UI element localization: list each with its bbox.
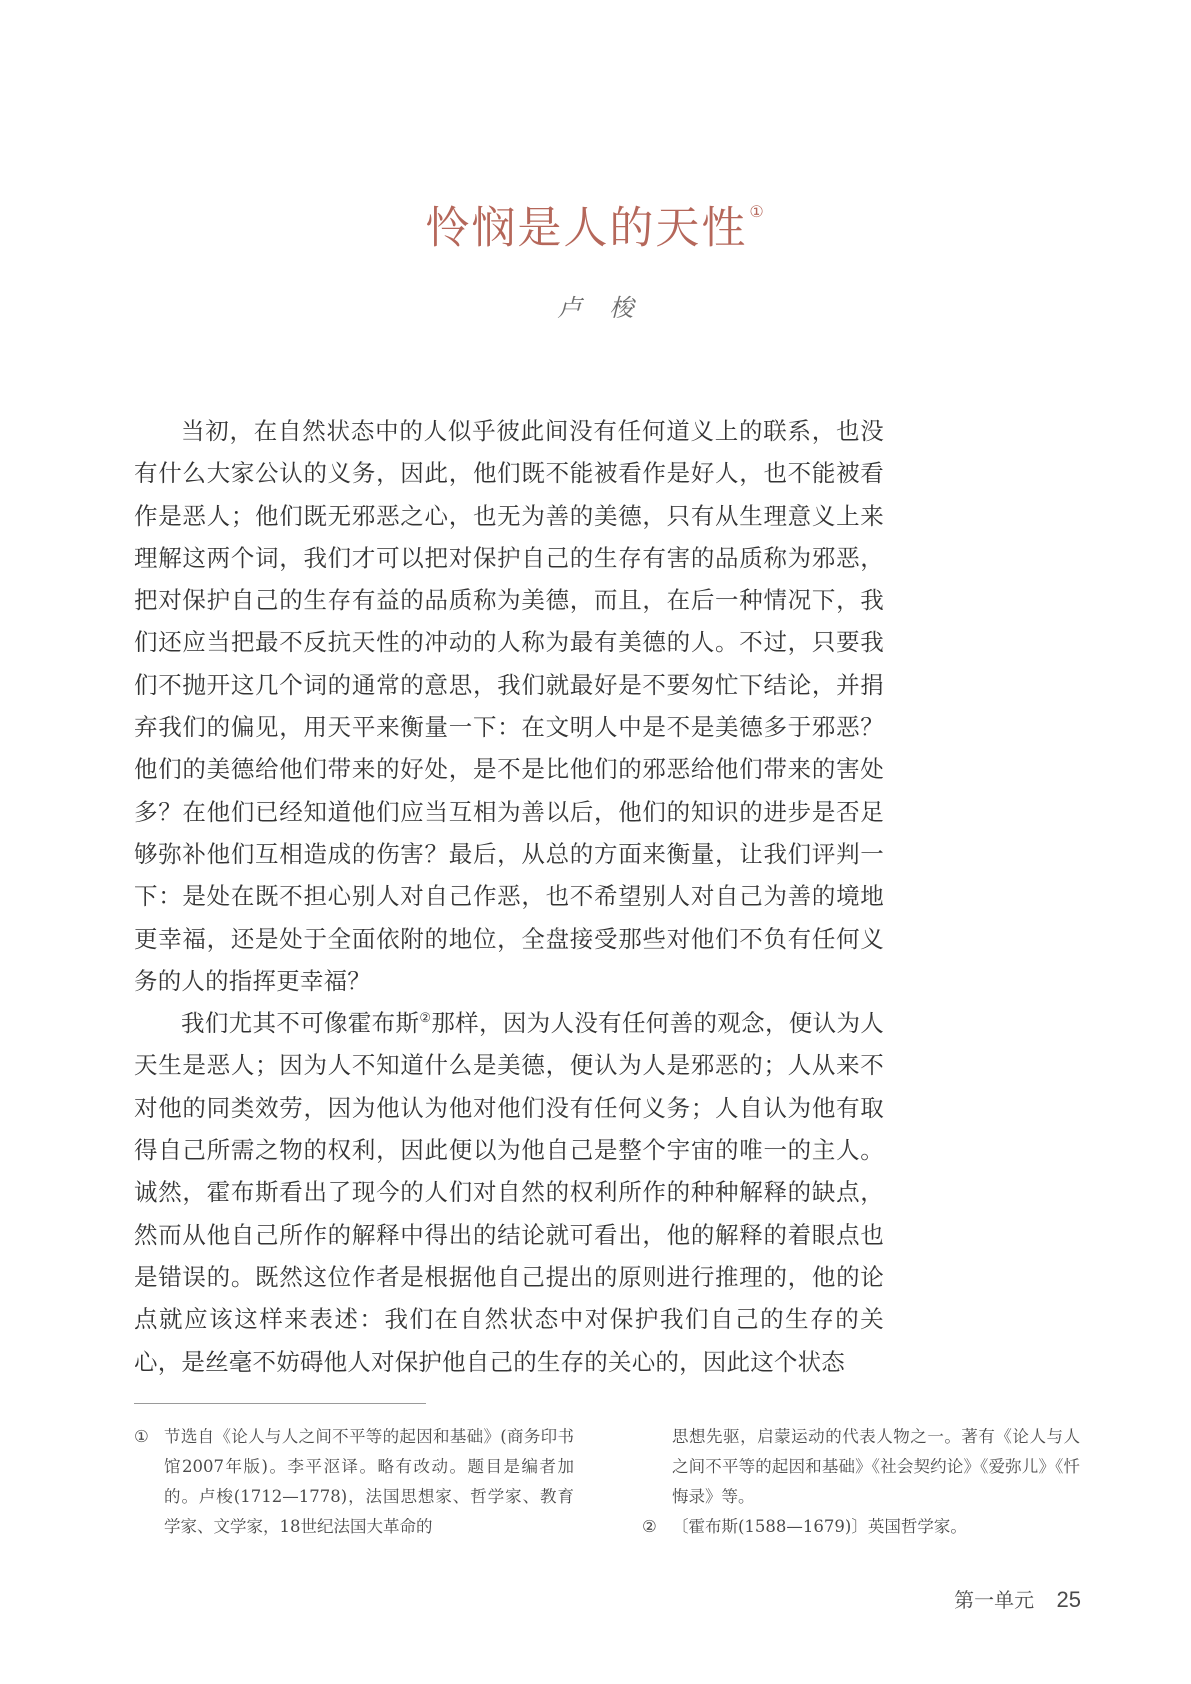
footnote-2-reference[interactable]: ②: [419, 1011, 432, 1027]
page-number: 25: [1056, 1587, 1081, 1612]
footnote-1: [134, 1422, 574, 1542]
footnotes-right-column: [642, 1422, 1080, 1542]
paragraph-2-part-1: 我们尤其不可像霍布斯: [181, 1009, 420, 1038]
page-title: [0, 192, 1191, 259]
footnote-2: [642, 1512, 1080, 1542]
title-text: 怜悯是人的天性: [425, 202, 748, 254]
footnote-divider: [134, 1403, 426, 1404]
article-body: [134, 410, 884, 1383]
paragraph-2-part-2: 那样，因为人没有任何善的观念，便认为人天生是恶人；因为人不知道什么是美德，便认为人是邪恶的；人从来不对他的同类效劳，因为他认为他对他们没有任何义务；人自认为他有取得自己所需之物的权利，因此便以为他自己是整个宇宙的唯一的主人。诚然，霍布斯看出了现今的人们对自然的权利所作的种种解释的缺点，然而从他自己所作的解释中得出的结论就可看出，他的解释的着眼点也是错误的。既然这位作者是根据他自己提出的原则进行推理的，他的论点就应该这样来表述：我们在自然状态中对保护我们自己的生存的关心，是丝毫不妨碍他人对保护他自己的生存的关心的，因此这个状态: [134, 1009, 885, 1376]
author-name: 卢梭: [557, 294, 662, 322]
unit-label: 第一单元: [954, 1588, 1035, 1612]
footnote-1-text: 节选自《论人与人之间不平等的起因和基础》(商务印书馆2007年版)。李平沤译。略有改动。题目是编者加的。卢梭(1712—1778)，法国思想家、哲学家、教育学家、文学家，18世纪法国大革命的: [164, 1427, 574, 1536]
paragraph-1: 当初，在自然状态中的人似乎彼此间没有任何道义上的联系，也没有什么大家公认的义务，因此，他们既不能被看作是好人，也不能被看作是恶人；他们既无邪恶之心，也无为善的美德，只有从生理意义上来理解这两个词，我们才可以把对保护自己的生存有害的品质称为邪恶，把对保护自己的生存有益的品质称为美德，而且，在后一种情况下，我们还应当把最不反抗天性的冲动的人称为最有美德的人。不过，只要我们不抛开这几个词的通常的意思，我们就最好是不要匆忙下结论，并捐弃我们的偏见，用天平来衡量一下：在文明人中是不是美德多于邪恶？他们的美德给他们带来的好处，是不是比他们的邪恶给他们带来的害处多？在他们已经知道他们应当互相为善以后，他们的知识的进步是否足够弥补他们互相造成的伤害？最后，从总的方面来衡量，让我们评判一下：是处在既不担心别人对自己作恶，也不希望别人对自己为善的境地更幸福，还是处于全面依附的地位，全盘接受那些对他们不负有任何义务的人的指挥更幸福？: [134, 417, 884, 995]
footnotes-left-column: [134, 1422, 574, 1542]
footnote-2-text: 〔霍布斯(1588—1679)〕英国哲学家。: [672, 1517, 967, 1536]
paragraph-2: [134, 1002, 884, 1383]
page-footer: [954, 1584, 1081, 1613]
footnote-1-continued: 思想先驱，启蒙运动的代表人物之一。著有《论人与人之间不平等的起因和基础》《社会契约论》《爱弥儿》《忏悔录》等。: [672, 1427, 1080, 1506]
title-footnote-marker[interactable]: ①: [749, 202, 766, 221]
footnote-1-marker: ①: [134, 1427, 149, 1446]
footnote-2-marker: ②: [642, 1517, 657, 1536]
